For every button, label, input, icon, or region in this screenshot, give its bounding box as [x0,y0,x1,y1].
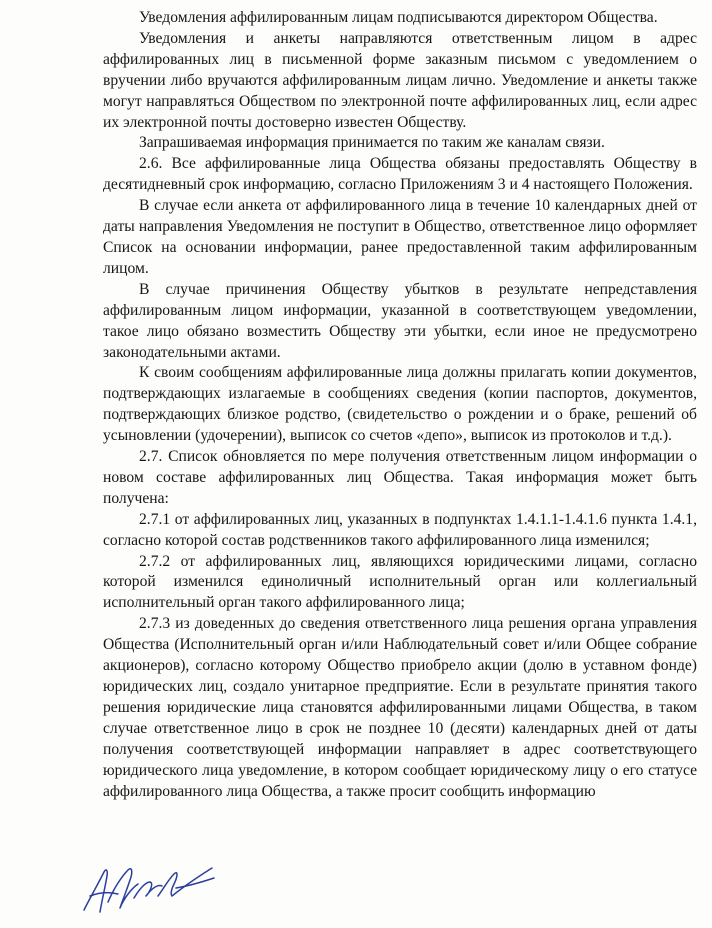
handwritten-signature [78,858,218,922]
paragraph: 2.7.2 от аффилированных лиц, являющихся юридическими лицами, согласно которой изменился единоличный исполнительный орган или коллегиальный исполнительный орган такого аффилированного лица; [103,552,697,612]
paragraph: В случае причинения Обществу убытков в результате непредставления аффилированным лицом информации, указанной в соответствующем уведомлении, такое лицо обязано возместить Обществу эти убытки, если иное не предусмотрено законодательными актами. [103,280,697,361]
paragraph: 2.7.1 от аффилированных лиц, указанных в подпунктах 1.4.1.1-1.4.1.6 пункта 1.4.1, согласно которой состав родственников такого аффилированного лица изменился; [103,510,697,549]
paragraph: 2.7. Список обновляется по мере получения ответственным лицом информации о новом составе аффилированных лиц Общества. Такая информация может быть получена: [103,448,697,507]
paragraph: В случае если анкета от аффилированного лица в течение 10 календарных дней от даты направления Уведомления не поступит в Общество, ответственное лицо оформляет Список на основании информации, ранее предоставленной таким аффилированным лицом. [103,197,697,277]
paragraph: Запрашиваемая информация принимается по таким же каналам связи. [139,134,605,152]
document-body [103,8,697,802]
paragraph: Уведомления и анкеты направляются ответственным лицом в адрес аффилированных лиц в письменной форме заказным письмом с уведомлением о вручении либо вручаются аффилированным лицам лично. Уведомление и анкеты также могут направляться Обществом по электронной почте аффилированных лиц, если адрес их электронной почты достоверно известен Обществу. [103,29,697,131]
paragraph: К своим сообщениям аффилированные лица должны прилагать копии документов, подтверждающих излагаемые в сообщениях сведения (копии паспортов, документов, подтверждающих близкое родство, (свидетельство о рождении и о браке, решений об усыновлении (удочерении), выписок со счетов «депо», выписок из протоколов и т.д.). [103,364,697,445]
paragraph: 2.6. Все аффилированные лица Общества обязаны предоставлять Обществу в десятидневный срок информацию, согласно Приложениям 3 и 4 настоящего Положения. [103,155,697,194]
paragraph: Уведомления аффилированным лицам подписываются директором Общества. [139,9,658,26]
paragraph: 2.7.3 из доведенных до сведения ответственного лица решения органа управления Общества (Исполнительный орган и/или Наблюдательный совет и/или Общее собрание акционеров), согласно которому Общество приобрело акции (долю в уставном фонде) юридических лиц, создало унитарное предприятие. Если в результате принятия такого решения юридические лица становятся аффилированными лицами Общества, в таком случае ответственное лицо в срок не позднее 10 (десяти) календарных дней от даты получения соответствующей информации направляет в адрес соответствующего юридического лица уведомление, в котором сообщает юридическому лицу о его статусе аффилированного лица Общества, а также просит сообщить информацию [103,615,697,800]
